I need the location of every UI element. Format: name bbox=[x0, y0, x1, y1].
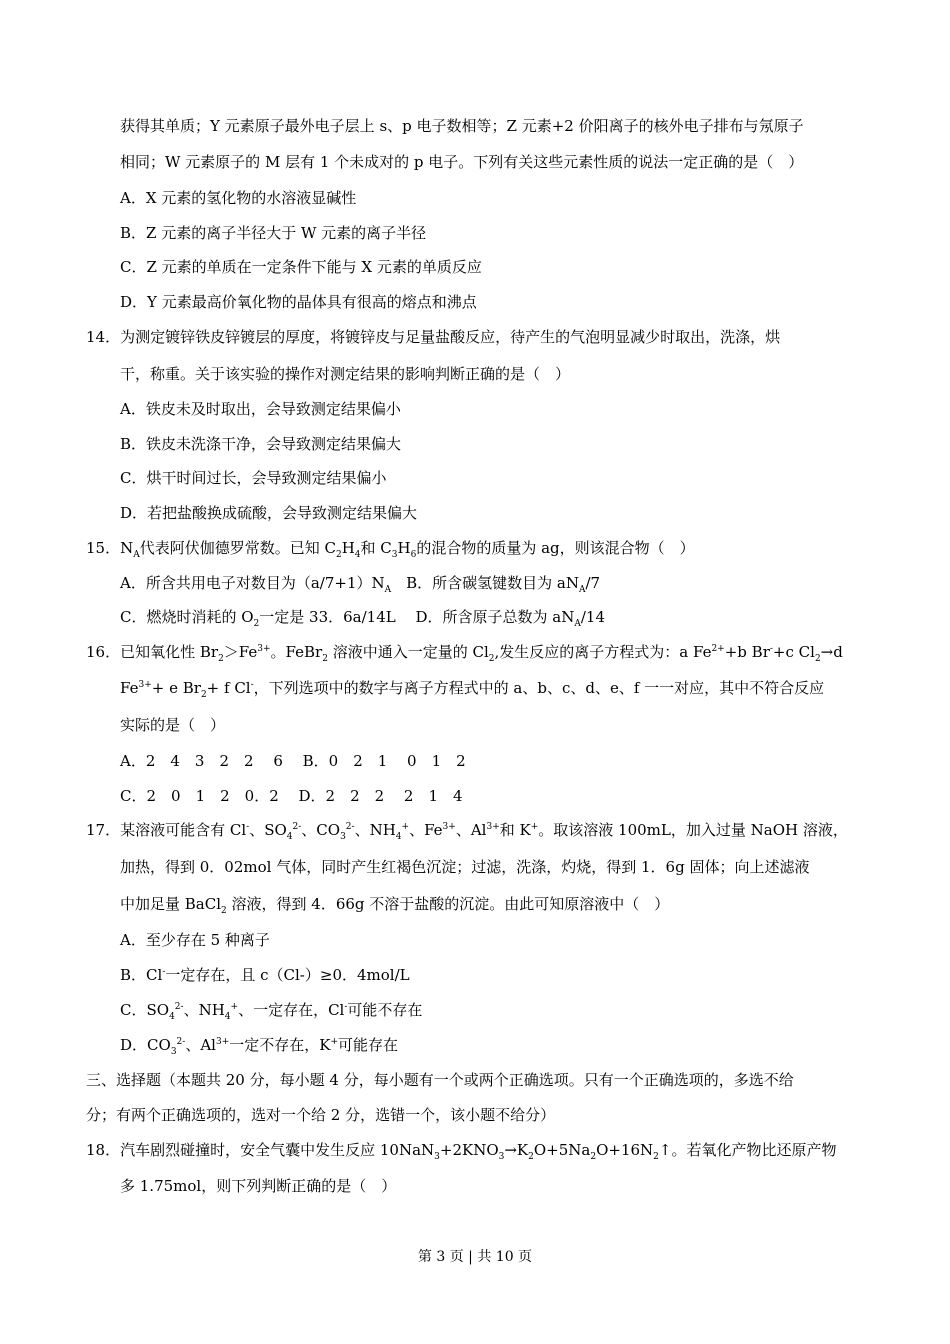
text-segment: B．所含碳氢键数目为 aN bbox=[391, 574, 579, 592]
text-segment: C．Z 元素的单质在一定条件下能与 X 元素的单质反应 bbox=[120, 258, 482, 276]
text-segment: - bbox=[769, 644, 773, 654]
text-segment: 3+ bbox=[442, 822, 456, 832]
text-segment: 2 bbox=[335, 550, 342, 560]
text-segment: 、CO bbox=[301, 821, 341, 839]
text-segment: B．Z 元素的离子半径大于 W 元素的离子半径 bbox=[120, 224, 427, 242]
text-segment: 3+ bbox=[486, 822, 500, 832]
text-segment: H bbox=[397, 539, 411, 557]
text-segment: O+16N bbox=[596, 1141, 654, 1159]
text-segment: ＞Fe bbox=[223, 643, 258, 661]
text-segment: 一定不存在，K bbox=[229, 1036, 331, 1054]
text-segment: D．若把盐酸换成硫酸，会导致测定结果偏大 bbox=[120, 504, 418, 522]
text-segment: 2 bbox=[253, 619, 260, 629]
text-segment: →K bbox=[504, 1141, 529, 1159]
text-segment: A．至少存在 5 种离子 bbox=[120, 931, 270, 949]
text-segment: A bbox=[133, 550, 140, 560]
text-segment: + bbox=[401, 822, 410, 832]
text-segment: 溶液，得到 4．66g 不溶于盐酸的沉淀。由此可知原溶液中（ ） bbox=[226, 895, 670, 913]
option-line bbox=[120, 607, 605, 627]
text-segment: +2KNO bbox=[439, 1141, 499, 1159]
text-segment: 15．N bbox=[86, 539, 134, 557]
text-segment: + e Br bbox=[151, 679, 201, 697]
text-segment: 3 bbox=[434, 1152, 440, 1162]
text-segment: 、NH bbox=[183, 1001, 225, 1019]
text-segment: 三、选择题（本题共 20 分，每小题 4 分，每小题有一个或两个正确选项。只有一个正确选项的，多选不给 bbox=[86, 1071, 794, 1089]
option-line bbox=[120, 468, 386, 488]
text-segment: A．铁皮未及时取出，会导致测定结果偏小 bbox=[120, 400, 401, 418]
text-segment: A bbox=[579, 585, 586, 595]
text-segment: C．SO bbox=[120, 1001, 170, 1019]
text-segment: ，下列选项中的数字与离子方程式中的 a、b、c、d、e、f 一一对应，其中不符合反应 bbox=[253, 679, 825, 697]
text-segment: 2 bbox=[653, 1152, 659, 1162]
page-footer: 第 3 页 | 共 10 页 bbox=[417, 1249, 533, 1265]
text-segment: +c Cl bbox=[772, 643, 815, 661]
text-segment: ↑。若氧化产物比还原产物 bbox=[658, 1141, 837, 1159]
text-segment: 可能存在 bbox=[338, 1036, 399, 1054]
text-segment: 相同；W 元素原子的 M 层有 1 个未成对的 p 电子。下列有关这些元素性质的说法一定正确的是（ ） bbox=[120, 153, 804, 171]
text-segment: ,发生反应的离子方程式为：a Fe bbox=[494, 643, 712, 661]
text-segment: 2 bbox=[528, 1152, 534, 1162]
text-line bbox=[120, 152, 803, 172]
text-segment: 和 C bbox=[360, 539, 392, 557]
text-segment: 分；有两个正确选项的，选对一个给 2 分，选错一个，该小题不给分） bbox=[86, 1106, 556, 1124]
text-segment: 18．汽车剧烈碰撞时，安全气囊中发生反应 10NaN bbox=[86, 1141, 435, 1159]
text-segment: A bbox=[574, 619, 581, 629]
text-segment: 17．某溶液可能含有 Cl bbox=[86, 821, 247, 839]
text-segment: 6 bbox=[410, 550, 417, 560]
text-segment: 4 bbox=[354, 550, 361, 560]
text-segment: 2- bbox=[174, 1002, 184, 1012]
option-line bbox=[120, 503, 417, 523]
text-segment: 3 bbox=[340, 832, 346, 842]
text-line bbox=[120, 857, 809, 877]
text-segment: 2- bbox=[292, 822, 302, 832]
text-segment: + bbox=[330, 1037, 339, 1047]
text-segment: 3 bbox=[391, 550, 398, 560]
text-segment: 3+ bbox=[257, 644, 271, 654]
text-segment: 和 K bbox=[499, 821, 531, 839]
text-line bbox=[120, 715, 225, 735]
option-line bbox=[120, 434, 401, 454]
text-segment: D．Y 元素最高价氧化物的晶体具有很高的熔点和沸点 bbox=[120, 293, 477, 311]
text-line bbox=[120, 116, 804, 136]
text-segment: 4 bbox=[169, 1012, 175, 1022]
text-segment: 4 bbox=[395, 832, 402, 842]
text-segment: C．燃烧时消耗的 O bbox=[120, 608, 254, 626]
text-segment: 2+ bbox=[711, 644, 725, 654]
text-segment: 、Al bbox=[455, 821, 487, 839]
text-segment: +b Br bbox=[724, 643, 770, 661]
option-line bbox=[120, 188, 356, 208]
text-segment: 。FeBr bbox=[270, 643, 323, 661]
text-segment: 、Al bbox=[185, 1036, 216, 1054]
text-segment: A．所含共用电子对数目为（a/7+1）N bbox=[120, 574, 385, 592]
text-segment: 。取该溶液 100mL，加入过量 NaOH 溶液， bbox=[538, 821, 848, 839]
text-segment: 2 bbox=[814, 654, 821, 664]
text-segment: 一定是 33．6a/14L D．所含原子总数为 aN bbox=[259, 608, 575, 626]
text-segment: 2- bbox=[176, 1037, 186, 1047]
text-segment: 4 bbox=[224, 1012, 231, 1022]
text-segment: 14．为测定镀锌铁皮锌镀层的厚度，将镀锌皮与足量盐酸反应，待产生的气泡明显减少时取出，洗涤，烘 bbox=[86, 328, 781, 346]
text-segment: 3+ bbox=[138, 680, 152, 690]
text-line bbox=[120, 678, 824, 698]
text-segment: A．2 4 3 2 2 6 B．0 2 1 0 1 2 bbox=[120, 752, 466, 770]
text-segment: 实际的是（ ） bbox=[120, 716, 226, 734]
text-segment: - bbox=[162, 967, 166, 977]
text-line bbox=[86, 1105, 555, 1125]
text-segment: + bbox=[230, 1002, 239, 1012]
question-line bbox=[86, 327, 780, 347]
question-line bbox=[86, 538, 695, 558]
text-segment: - bbox=[246, 822, 250, 832]
text-segment: 、SO bbox=[249, 821, 287, 839]
option-line bbox=[120, 223, 426, 243]
text-segment: 中加足量 BaCl bbox=[120, 895, 222, 913]
text-segment: /14 bbox=[580, 608, 605, 626]
text-segment: 2 bbox=[200, 690, 207, 700]
text-segment: 4 bbox=[286, 832, 293, 842]
text-segment: C．烘干时间过长，会导致测定结果偏小 bbox=[120, 469, 387, 487]
text-segment: 代表阿伏伽德罗常数。已知 C bbox=[139, 539, 336, 557]
text-segment: + f Cl bbox=[206, 679, 251, 697]
text-segment: - bbox=[344, 1002, 348, 1012]
text-segment: - bbox=[250, 680, 254, 690]
text-segment: 多 1.75mol，则下列判断正确的是（ ） bbox=[120, 1177, 397, 1195]
option-line bbox=[120, 399, 401, 419]
option-line bbox=[120, 292, 477, 312]
text-segment: 3 bbox=[498, 1152, 505, 1162]
text-segment: 2 bbox=[590, 1152, 597, 1162]
text-segment: C．2 0 1 2 0．2 D．2 2 2 2 1 4 bbox=[120, 787, 463, 805]
text-segment: 的混合物的质量为 ag，则该混合物（ ） bbox=[416, 539, 695, 557]
text-segment: Fe bbox=[120, 679, 139, 697]
text-segment: 、NH bbox=[354, 821, 396, 839]
text-segment: H bbox=[341, 539, 355, 557]
text-segment: 加热，得到 0．02mol 气体，同时产生红褐色沉淀；过滤，洗涤，灼烧，得到 1．6g 固体；向上述滤液 bbox=[120, 858, 810, 876]
text-segment: O+5Na bbox=[533, 1141, 591, 1159]
option-line bbox=[120, 573, 600, 593]
text-segment: 2 bbox=[221, 906, 227, 916]
section-heading bbox=[86, 1070, 794, 1090]
text-segment: + bbox=[530, 822, 539, 832]
text-segment: 3 bbox=[170, 1047, 177, 1057]
question-line bbox=[86, 1140, 836, 1160]
option-line bbox=[120, 930, 270, 950]
text-segment: A．X 元素的氢化物的水溶液显碱性 bbox=[120, 189, 357, 207]
text-segment: 溶液中通入一定量的 Cl bbox=[327, 643, 489, 661]
text-segment: 一定存在，且 c（Cl-）≥0．4mol/L bbox=[165, 966, 410, 984]
text-segment: 获得其单质；Y 元素原子最外电子层上 s、p 电子数相等；Z 元素+2 价阳离子的核外电子排布与氖原子 bbox=[120, 117, 804, 135]
text-segment: 、一定存在，Cl bbox=[238, 1001, 345, 1019]
text-segment: 可能不存在 bbox=[347, 1001, 423, 1019]
text-segment: 2- bbox=[345, 822, 355, 832]
option-line bbox=[120, 257, 482, 277]
question-line bbox=[86, 820, 848, 840]
option-line bbox=[120, 786, 463, 806]
option-line bbox=[120, 965, 410, 985]
text-segment: →d bbox=[820, 643, 843, 661]
text-segment: 、Fe bbox=[409, 821, 443, 839]
text-segment: A bbox=[384, 585, 392, 595]
text-segment: 干，称重。关于该实验的操作对测定结果的影响判断正确的是（ ） bbox=[120, 365, 571, 383]
text-line bbox=[120, 364, 570, 384]
text-segment: B．铁皮未洗涤干净，会导致测定结果偏大 bbox=[120, 435, 402, 453]
option-line bbox=[120, 751, 466, 771]
option-line bbox=[120, 1035, 398, 1055]
text-segment: 2 bbox=[218, 654, 224, 664]
text-segment: 16．已知氧化性 Br bbox=[86, 643, 219, 661]
text-segment: D．CO bbox=[120, 1036, 171, 1054]
option-line bbox=[120, 1000, 422, 1020]
text-line bbox=[120, 894, 669, 914]
text-line bbox=[120, 1176, 396, 1196]
text-segment: B．Cl bbox=[120, 966, 163, 984]
question-line bbox=[86, 642, 843, 662]
text-segment: /7 bbox=[585, 574, 601, 592]
text-segment: 2 bbox=[488, 654, 495, 664]
text-segment: 2 bbox=[322, 654, 328, 664]
text-segment: 3+ bbox=[215, 1037, 230, 1047]
